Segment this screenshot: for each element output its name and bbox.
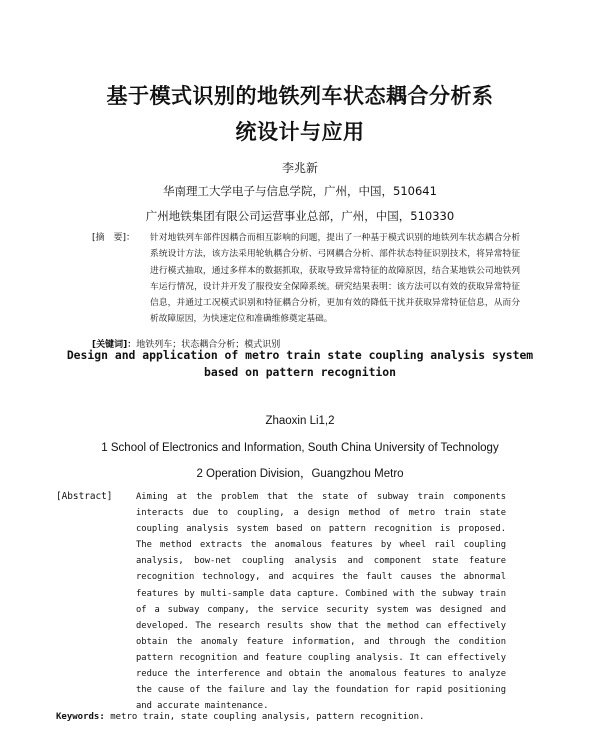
en-keywords-label: Keywords: <box>56 712 105 722</box>
en-abstract-label: [Abstract] <box>56 491 113 502</box>
cn-affiliation-1: 华南理工大学电子与信息学院，广州，中国，510641 <box>163 184 437 198</box>
en-keywords-text: metro train, state coupling analysis, pattern recognition. <box>104 712 425 722</box>
cn-keywords-text: 地铁列车；状态耦合分析；模式识别 <box>136 340 281 350</box>
en-keywords <box>56 712 424 722</box>
en-abstract-text: Aiming at the problem that the state of subway train components interacts due to coupling, a design method of metro train state coupling analysis system based on pattern recognition is proposed. The method extracts the anomalous features by wheel rail coupling analysis, bow-net coupling analysis and component state feature recognition technology, and acquires the fault causes the abnormal features by multi-sample data capture. Combined with the subway train of a subway company, the service security system was designed and developed. The research results show that the method can effectively obtain the anomaly feature information, and through the condition pattern recognition and feature coupling analysis. It can effectively reduce the interference and obtain the anomalous features to analyze the cause of the failure and lay the foundation for rapid positioning and accurate maintenance. <box>136 492 506 712</box>
cn-abstract-label: [摘 要]： <box>92 233 136 243</box>
cn-title-line2: 统设计与应用 <box>235 120 365 144</box>
en-title: Design and application of metro train state coupling analysis system based on pattern recognition <box>66 348 534 379</box>
en-affiliation-2: 2 Operation Division，Guangzhou Metro <box>196 468 404 480</box>
cn-abstract-text: 针对地铁列车部件因耦合而相互影响的问题，提出了一种基于模式识别的地铁列车状态耦合分析系统设计方法，该方法采用轮轨耦合分析、弓网耦合分析、部件状态特征识别技术，将异常特征进行模式抽取，通过多样本的数据抓取，获取导致异常特征的故障原因，结合某地铁公司地铁列车运行情况，设计并开发了服役安全保障系统。研究结果表明：该方法可以有效的获取异常特征信息，并通过工况模式识别和特征耦合分析，更加有效的降低干扰并获取异常特征信息，从而分析故障原因，为快速定位和准确维修奠定基础。 <box>150 233 520 325</box>
cn-title-line1: 基于模式识别的地铁列车状态耦合分析系 <box>106 84 494 108</box>
cn-affiliation-2: 广州地铁集团有限公司运营事业总部，广州，中国，510330 <box>145 209 455 223</box>
en-author: Zhaoxin Li1,2 <box>265 415 335 427</box>
en-affiliation-1: 1 School of Electronics and Information, South China University of Technology <box>101 442 499 454</box>
cn-author: 李兆新 <box>281 161 318 175</box>
cn-keywords-label: [关键词]： <box>92 340 137 350</box>
